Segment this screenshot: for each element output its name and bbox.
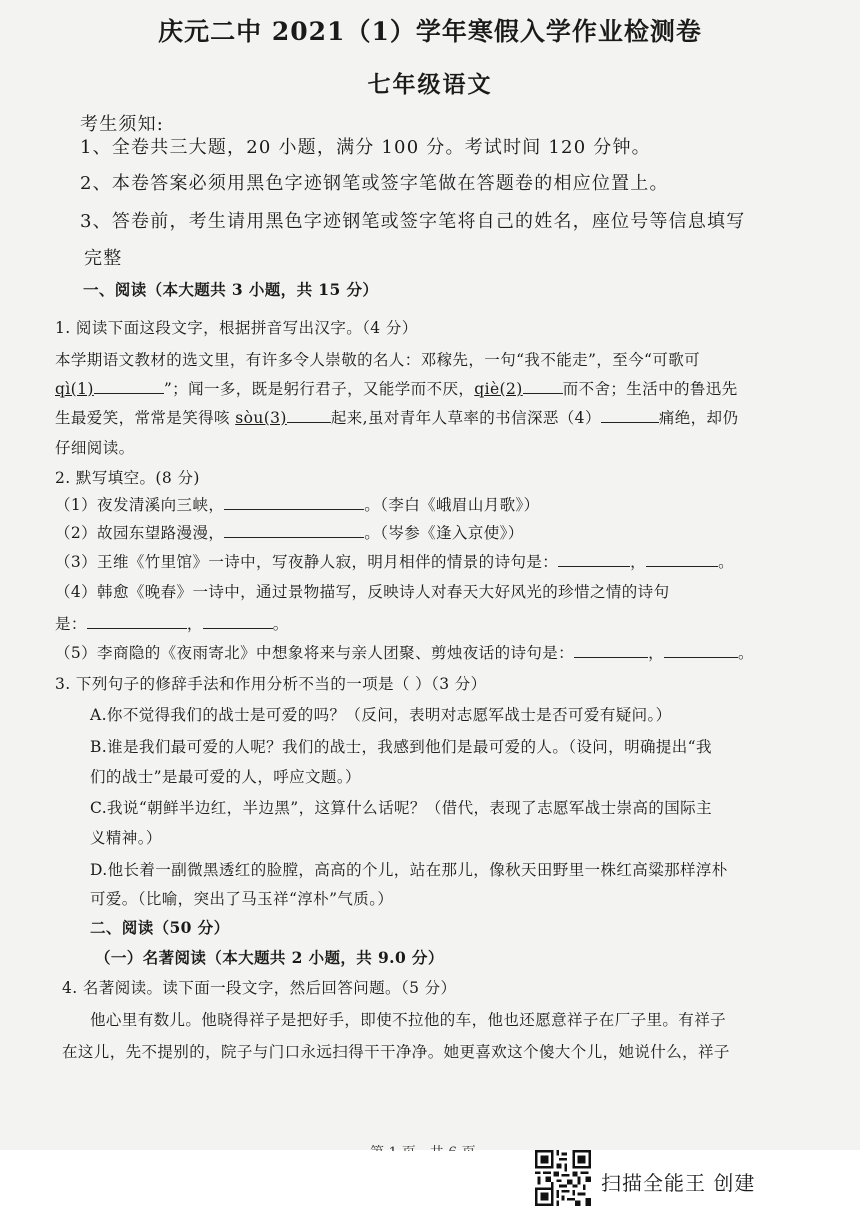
exam-subtitle: 七年级语文: [367, 71, 493, 98]
pinyin-qi: qì(1): [55, 380, 94, 398]
q3-stem: 3. 下列句子的修辞手法和作用分析不当的一项是（ ）（3 分）: [55, 675, 487, 693]
q2-blank-8[interactable]: [664, 643, 738, 658]
q3-option-c: C.我说“朝鲜半边红，半边黑”，这算什么话呢？（借代，表现了志愿军战士崇高的国际主: [90, 799, 712, 817]
blank-4[interactable]: [601, 408, 659, 423]
notice-heading: 考生须知:: [80, 114, 165, 135]
q2-item-3: （3）王维《竹里馆》一诗中，写夜静人寂，明月相伴的情景的诗句是： ， 。: [55, 553, 734, 571]
q1-stem: 1. 阅读下面这段文字，根据拼音写出汉字。（4 分）: [55, 319, 418, 337]
q4-stem: 4. 名著阅读。读下面一段文字，然后回答问题。（5 分）: [62, 979, 457, 997]
q2-blank-7[interactable]: [574, 643, 648, 658]
q3-option-c-cont: 义精神。）: [90, 829, 162, 847]
scanner-watermark: 扫描全能王 创建: [601, 1171, 756, 1195]
q1-line-4: 仔细阅读。: [55, 439, 135, 457]
pinyin-qie: qiè(2): [474, 380, 523, 398]
section-1-heading: 一、阅读（本大题共 3 小题，共 15 分）: [83, 280, 379, 299]
q2-blank-6[interactable]: [203, 614, 273, 629]
blank-1[interactable]: [94, 379, 164, 394]
notice-item-1: 1、全卷共三大题，20 小题，满分 100 分。考试时间 120 分钟。: [80, 137, 651, 158]
blank-3[interactable]: [287, 408, 331, 423]
q2-item-2: （2）故园东望路漫漫， 。（岑参《逢入京使》）: [55, 524, 524, 542]
q3-option-b: B.谁是我们最可爱的人呢？我们的战士，我感到他们是最可爱的人。（设问，明确提出“我: [90, 738, 712, 756]
q2-blank-3[interactable]: [558, 552, 630, 567]
q2-item-1: （1）夜发清溪向三峡， 。（李白《峨眉山月歌》）: [55, 496, 540, 514]
q2-item-5: （5）李商隐的《夜雨寄北》中想象将来与亲人团聚、剪烛夜话的诗句是： ， 。: [55, 644, 754, 662]
exam-title: 庆元二中 2021（1）学年寒假入学作业检测卷: [158, 17, 702, 46]
q4-passage-line-1: 他心里有数儿。他晓得祥子是把好手，即使不拉他的车，他也还愿意祥子在厂子里。有祥子: [90, 1011, 727, 1029]
q3-option-b-cont: 们的战士”是最可爱的人，呼应文题。）: [90, 768, 361, 786]
notice-item-3-cont: 完整: [84, 248, 123, 269]
q2-item-4-cont: 是： ， 。: [55, 615, 289, 633]
q2-item-4: （4）韩愈《晚春》一诗中，通过景物描写，反映诗人对春天大好风光的珍惜之情的诗句: [55, 583, 670, 601]
q3-option-d-cont: 可爱。（比喻，突出了马玉祥“淳朴”气质。）: [90, 890, 394, 908]
notice-item-3: 3、答卷前，考生请用黑色字迹钢笔或签字笔将自己的姓名，座位号等信息填写: [80, 211, 746, 232]
q2-blank-2[interactable]: [224, 523, 364, 538]
q3-option-d: D.他长着一副微黑透红的脸膛，高高的个儿，站在那儿，像秋天田野里一株红高粱那样淳朴: [90, 861, 728, 879]
pinyin-sou: sòu(3): [235, 409, 287, 427]
section-2-heading: 二、阅读（50 分）: [90, 918, 230, 937]
q1-line-2: qì(1) ”；闻一多，既是躬行君子，又能学而不厌，qiè(2) 而不舍；生活中的鲁迅先: [55, 380, 738, 398]
q3-option-a: A.你不觉得我们的战士是可爱的吗？（反问，表明对志愿军战士是否可爱有疑问。）: [90, 706, 672, 724]
q2-blank-1[interactable]: [224, 495, 364, 510]
notice-item-2: 2、本卷答案必须用黑色字迹钢笔或签字笔做在答题卷的相应位置上。: [80, 173, 669, 194]
section-2-1-heading: （一）名著阅读（本大题共 2 小题，共 9.0 分）: [95, 948, 444, 967]
q4-passage-line-2: 在这儿，先不提别的，院子与门口永远扫得干干净净。她更喜欢这个傻大个儿，她说什么，祥子: [62, 1043, 730, 1061]
q2-stem: 2. 默写填空。(8 分): [55, 469, 200, 487]
q1-line-3: 生最爱笑，常常是笑得咳 sòu(3) 起来,虽对青年人草率的书信深恶（4） 痛绝，却仍: [55, 409, 739, 427]
qr-code-icon: [535, 1150, 591, 1206]
blank-2[interactable]: [523, 379, 563, 394]
q2-blank-4[interactable]: [646, 552, 718, 567]
q1-line-1: 本学期语文教材的选文里，有许多令人崇敬的名人：邓稼先，一句“我不能走”，至今“可歌可: [55, 351, 701, 369]
q2-blank-5[interactable]: [87, 614, 187, 629]
